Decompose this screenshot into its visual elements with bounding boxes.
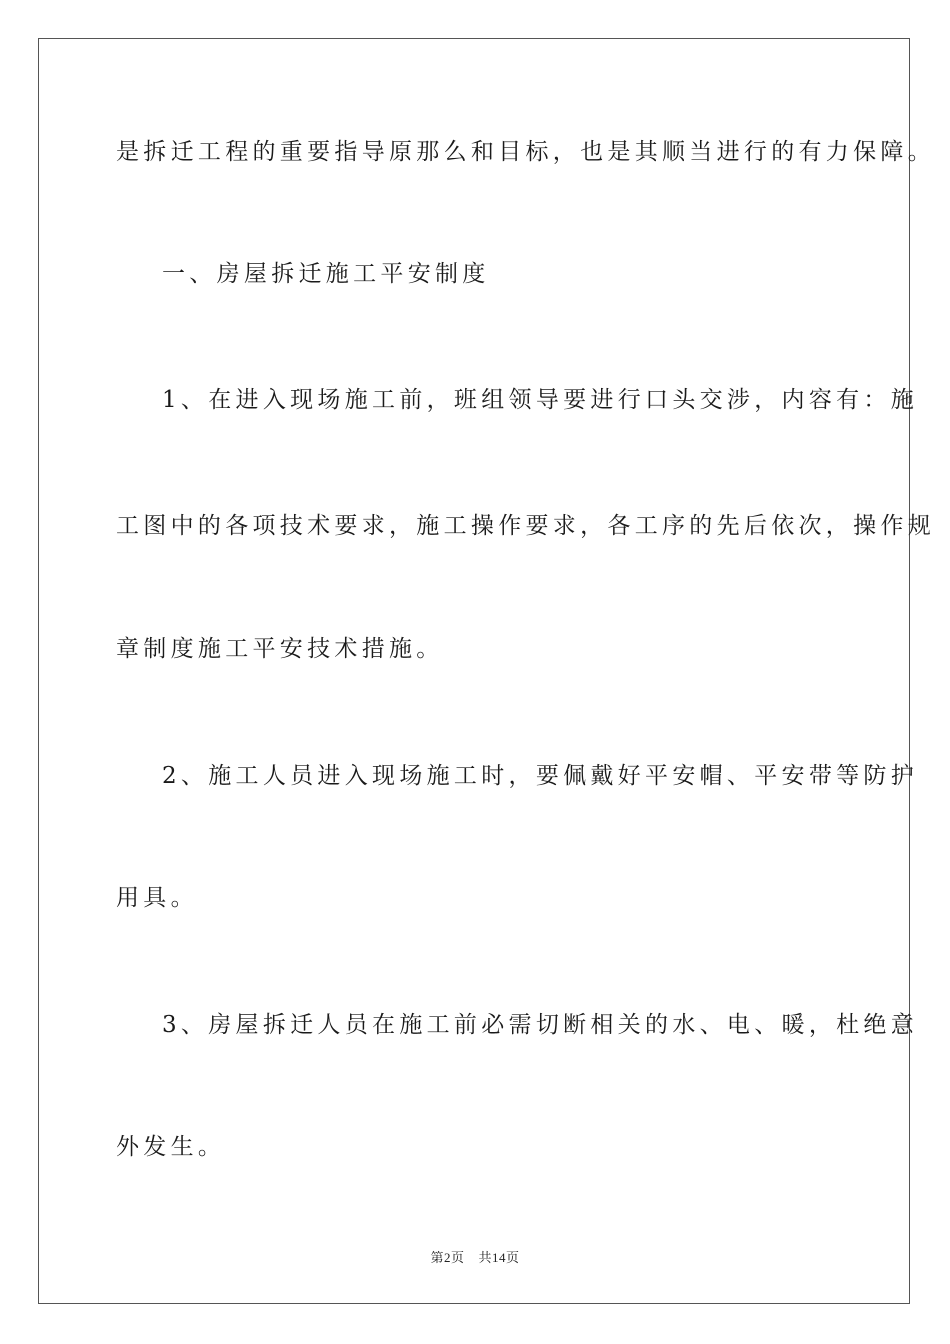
page-border [38, 38, 935, 1304]
text-line: 外发生。 [116, 1134, 226, 1160]
text-line: 工图中的各项技术要求，施工操作要求，各工序的先后依次，操作规 [116, 513, 935, 539]
text-line: 2、施工人员进入现场施工时，要佩戴好平安帽、平安带等防护 [162, 763, 919, 789]
text-line: 是拆迁工程的重要指导原那么和目标，也是其顺当进行的有力保障。 [116, 139, 935, 165]
text-line: 3、房屋拆迁人员在施工前必需切断相关的水、电、暖，杜绝意 [162, 1012, 919, 1038]
text-line: 章制度施工平安技术措施。 [116, 636, 444, 662]
text-line: 用具。 [116, 885, 198, 911]
page-number-total: 共14页 [478, 1250, 520, 1265]
page-number-current: 第2页 [430, 1250, 465, 1265]
section-heading: 一、房屋拆迁施工平安制度 [162, 261, 490, 287]
text-line: 1、在进入现场施工前，班组领导要进行口头交涉，内容有：施 [162, 387, 919, 413]
page-footer [0, 1247, 950, 1266]
